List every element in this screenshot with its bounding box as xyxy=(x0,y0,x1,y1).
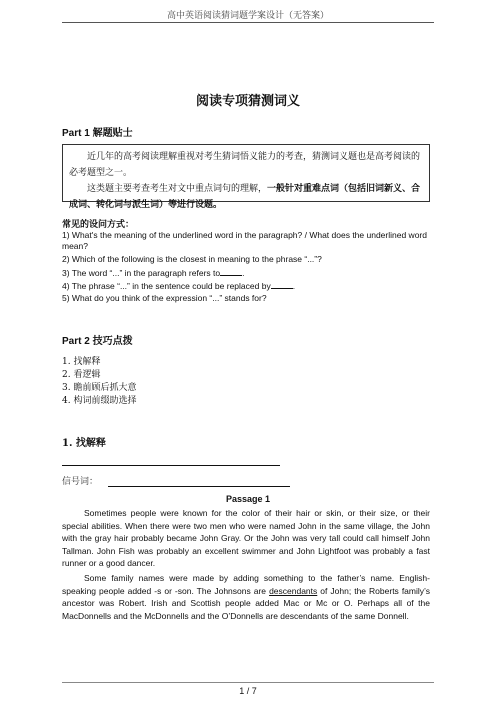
passage-paragraph-1: Sometimes people were known for the color of their hair or skin, or their size, or their special abilities. When there were two men who were named John in the same village, the John with the gray hair probably became John Gray. Or the John was very tall could call himself John Tallman. John Fish was probably an excellent swimmer and John Lightfoot was probably a fast runner or a good dancer. xyxy=(62,508,430,568)
answer-blank xyxy=(220,267,242,276)
box-line-1: 近几年的高考阅读理解重视对考生猜词悟义能力的考查，猜测词义题也是高考阅读的必考题型之一。 xyxy=(69,152,421,178)
tip-1: 1. 找解释 xyxy=(62,357,101,367)
passage-paragraph-2 xyxy=(62,572,430,622)
underlined-word: descendants xyxy=(269,585,318,596)
signal-words-label: 信号词： xyxy=(62,477,99,487)
paragraph-2-part-a: Some family names were made by adding something to the father’s name. English-speaking people added -s or -son. The Johnsons are xyxy=(62,573,430,596)
question-3-text: 3) The word “...” in the paragraph refers to xyxy=(62,268,221,278)
question-3: 3) The word “...” in the paragraph refers to . xyxy=(62,268,245,278)
question-4-text: 4) The phrase “...” in the sentence could be replaced by xyxy=(62,281,271,291)
blank-line xyxy=(62,465,280,466)
question-4: 4) The phrase “...” in the sentence could be replaced by . xyxy=(62,281,296,291)
answer-blank xyxy=(271,280,293,289)
header-rule xyxy=(62,22,434,23)
tips-box xyxy=(62,144,430,210)
page-number: 1 / 7 xyxy=(239,686,257,696)
question-types-heading: 常见的设问方式： xyxy=(62,220,135,230)
tip-4: 4. 构词前缀助选择 xyxy=(62,396,137,406)
page-header: 高中英语阅读猜词题学案设计（无答案） xyxy=(166,11,329,21)
tip-3: 3. 瞻前顾后抓大意 xyxy=(62,383,137,393)
footer-rule xyxy=(62,682,434,683)
question-1: 1) What's the meaning of the underlined word in the paragraph? / What does the underlined word mean? xyxy=(62,230,427,251)
passage-title: Passage 1 xyxy=(225,494,271,504)
tip-2: 2. 看逻辑 xyxy=(62,370,101,380)
box-line-2-bold: 一般针对重难点词（包括旧词新义、合成词、转化词与派生词）等进行设题。 xyxy=(69,184,421,210)
box-line-2-plain: 这类题主要考查考生对文中重点词句的理解， xyxy=(87,184,268,194)
section1-heading: 1. 找解释 xyxy=(62,438,106,449)
paragraph-2-part-b: of John; the Roberts family’s ancestor was Robert. Irish and Scottish people added Mac or Mc or O. Perhaps all of the MacDonnells and the McDonnells and the O’Donnells are descendants of the same Donnell. xyxy=(62,585,431,621)
part1-heading: Part 1 解题贴士 xyxy=(62,128,133,139)
part2-heading: Part 2 技巧点拨 xyxy=(62,336,133,347)
box-line-2 xyxy=(69,181,423,213)
question-5: 5) What do you think of the expression “...” stands for? xyxy=(62,293,267,303)
question-2: 2) Which of the following is the closest in meaning to the phrase “...”? xyxy=(62,254,322,264)
signal-words-blank xyxy=(108,486,290,487)
document-title: 阅读专项猜测词义 xyxy=(195,94,300,109)
